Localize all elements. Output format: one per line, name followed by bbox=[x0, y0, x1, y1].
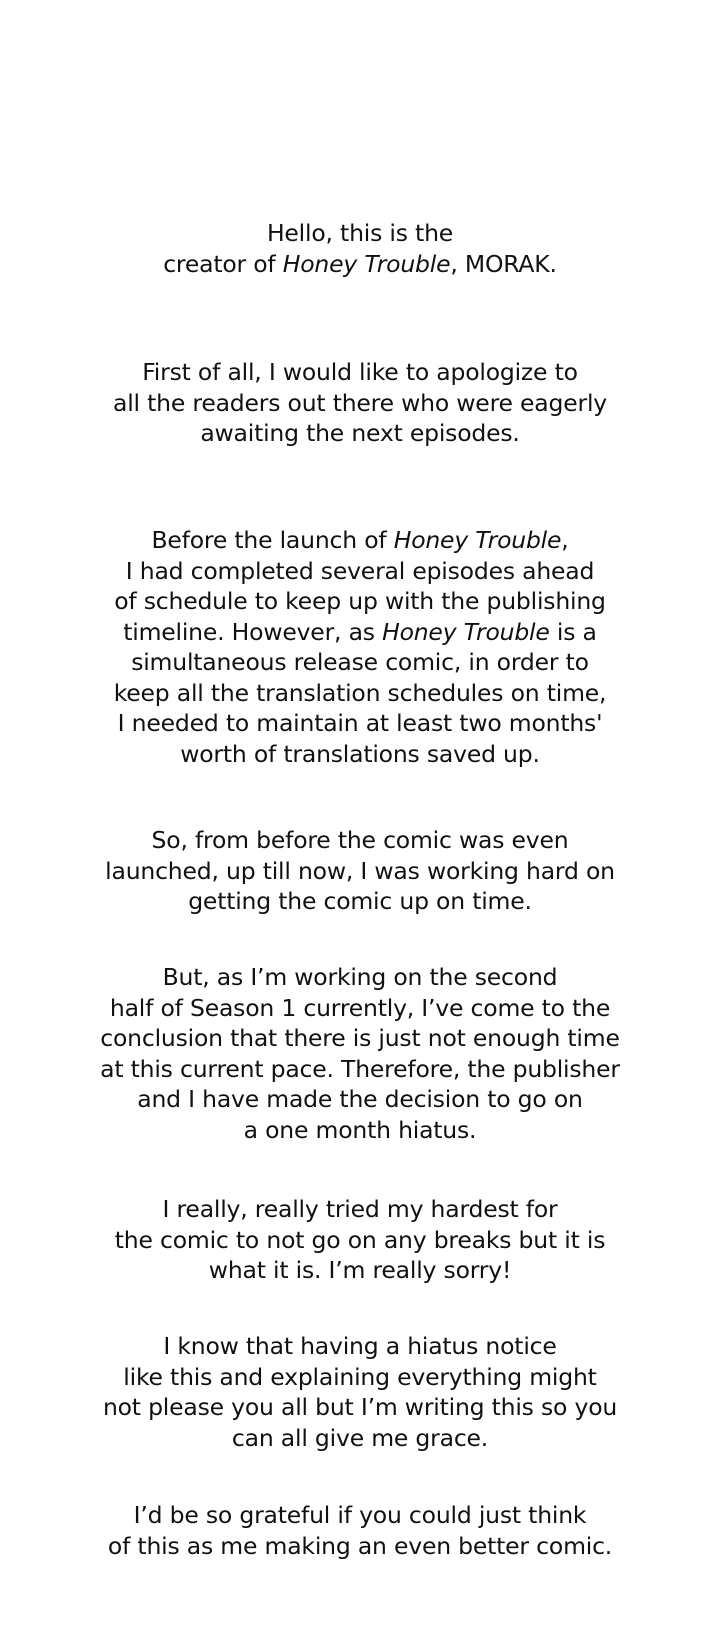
decision-line-3: conclusion that there is just not enough time bbox=[100, 1024, 620, 1052]
explanation-line-3: not please you all but I’m writing this so you bbox=[102, 1393, 618, 1421]
sorry-line-1: I really, really tried my hardest for bbox=[162, 1195, 558, 1223]
apology-line-3: awaiting the next episodes. bbox=[200, 419, 520, 447]
sorry-line-2: the comic to not go on any breaks but it is bbox=[114, 1225, 606, 1254]
apology-paragraph bbox=[0, 357, 720, 449]
apology-line-2: all the readers out there who were eagerly bbox=[113, 388, 607, 417]
comic-title: Honey Trouble bbox=[382, 617, 550, 646]
effort-line-3: getting the comic up on time. bbox=[188, 887, 532, 915]
background-paragraph bbox=[0, 525, 720, 769]
closing-line-2: of this as me making an even better comic. bbox=[107, 1531, 613, 1560]
sorry-paragraph bbox=[0, 1194, 720, 1286]
background-line-1-end: , bbox=[561, 526, 569, 554]
effort-paragraph bbox=[0, 825, 720, 917]
apology-line-1: First of all, I would like to apologize to bbox=[142, 358, 578, 386]
background-line-5: simultaneous release comic, in order to bbox=[131, 648, 589, 676]
decision-line-1: But, as I’m working on the second bbox=[162, 963, 558, 991]
background-line-8: worth of translations saved up. bbox=[180, 739, 540, 768]
greeting-paragraph bbox=[0, 218, 720, 279]
decision-line-4: at this current pace. Therefore, the publisher bbox=[100, 1054, 620, 1083]
greeting-line-2-start: creator of bbox=[163, 249, 283, 278]
greeting-line-2 bbox=[0, 249, 720, 280]
background-line-6: keep all the translation schedules on time, bbox=[113, 678, 607, 707]
hiatus-decision-paragraph bbox=[0, 962, 720, 1145]
background-line-2: I had completed several episodes ahead bbox=[125, 556, 595, 585]
greeting-line-2-end: , MORAK. bbox=[450, 249, 557, 278]
greeting-line-1: Hello, this is the bbox=[266, 219, 454, 247]
closing-paragraph bbox=[0, 1500, 720, 1561]
sorry-line-3: what it is. I’m really sorry! bbox=[208, 1256, 512, 1284]
closing-line-1: I’d be so grateful if you could just think bbox=[133, 1501, 587, 1529]
background-line-4-end: is a bbox=[549, 617, 597, 646]
background-line-3: of schedule to keep up with the publishing bbox=[114, 587, 606, 615]
decision-line-6: a one month hiatus. bbox=[243, 1115, 477, 1144]
explanation-line-4: can all give me grace. bbox=[231, 1423, 489, 1452]
background-line-4 bbox=[0, 617, 720, 648]
explanation-line-2: like this and explaining everything might bbox=[123, 1362, 597, 1391]
background-line-7: I needed to maintain at least two months' bbox=[117, 709, 603, 737]
explanation-line-1: I know that having a hiatus notice bbox=[163, 1332, 557, 1360]
comic-title: Honey Trouble bbox=[282, 249, 451, 278]
background-line-1-start: Before the launch of bbox=[151, 526, 394, 554]
effort-line-2: launched, up till now, I was working hard on bbox=[105, 856, 615, 885]
background-line-1 bbox=[0, 525, 720, 556]
decision-line-2: half of Season 1 currently, I’ve come to the bbox=[109, 993, 611, 1022]
explanation-paragraph bbox=[0, 1331, 720, 1453]
background-line-4-start: timeline. However, as bbox=[123, 617, 383, 646]
comic-title: Honey Trouble bbox=[393, 526, 562, 554]
effort-line-1: So, from before the comic was even bbox=[151, 826, 569, 854]
decision-line-5: and I have made the decision to go on bbox=[137, 1085, 583, 1113]
